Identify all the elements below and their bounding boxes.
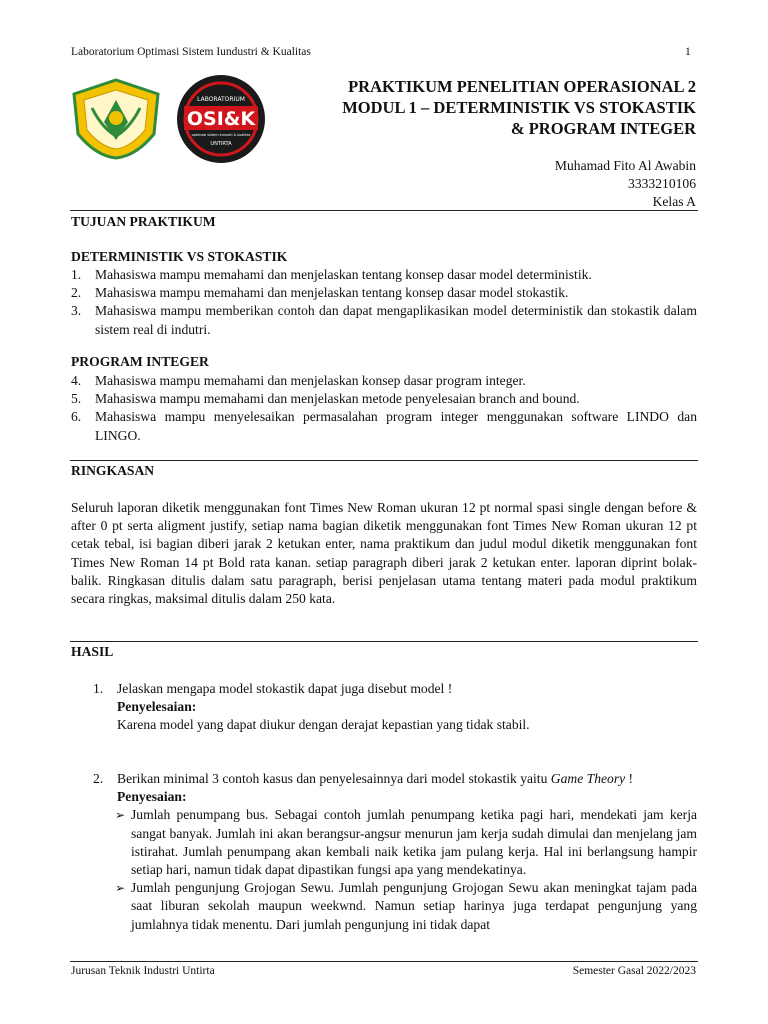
lab-logo-top-text: LABORATORIUM [197,96,245,103]
tujuan-list-2 [71,372,697,445]
author-block [555,157,696,211]
list-item: 4. Mahasiswa mampu memahami dan menjelaskan konsep dasar program integer. [71,373,526,388]
arrow-bullet-icon: ➢ [115,881,126,896]
list-item: 6. Mahasiswa mampu menyelesaikan permasalahan program integer menggunakan software LINDO dan LINGO. [71,409,697,443]
lab-osik-logo [176,74,266,164]
lab-logo-bottom-text: UNTIRTA [210,141,232,147]
title-line-2: MODUL 1 – DETERMINISTIK VS STOKASTIK [342,98,696,117]
section-heading-hasil: HASIL [71,644,114,659]
list-item: 1. Mahasiswa mampu memahami dan menjelaskan tentang konsep dasar model deterministik. [71,267,592,282]
question-2 [95,770,697,934]
title-line-3: & PROGRAM INTEGER [510,119,696,138]
university-logo [70,78,162,160]
section-heading-tujuan: TUJUAN PRAKTIKUM [71,214,216,229]
page-number: 1 [685,46,691,58]
question-text: Jelaskan mengapa model stokastik dapat juga disebut model ! [117,681,453,696]
tujuan-list-1 [71,266,697,339]
running-header: Laboratorium Optimasi Sistem Iundustri & Kualitas [71,46,311,58]
lab-logo-sub-text: optimasi sistem industri & kualitas [191,133,251,137]
author-class: Kelas A [652,194,696,209]
title-line-1: PRAKTIKUM PENELITIAN OPERASIONAL 2 [348,77,696,96]
author-nim: 3333210106 [628,176,696,191]
list-item: 5. Mahasiswa mampu memahami dan menjelaskan metode penyelesaian branch and bound. [71,391,580,407]
subheading-deterministik: DETERMINISTIK VS STOKASTIK [71,249,288,264]
ringkasan-paragraph: Seluruh laporan diketik menggunakan font Times New Roman ukuran 12 pt normal spasi single dengan before & after 0 pt serta aligment justify, setiap nama bagian diketik menggunakan font Times New Roman ukuran 12 pt cetak tebal, isi bagian diberi jarak 2 ketukan enter, nama praktikum dan judul modul diketik menggunakan font Times New Roman 14 pt Bold rata kanan. setiap paragraph diberi jarak 2 ketukan enter. laporan diprint bolak-balik. Ringkasan ditulis dalam satu paragraph, berisi penjelasan utama tentang materi pada modul praktikum secara ringkas, maksimal ditulis dalam 250 kata. [71,500,697,607]
footer-right: Semester Gasal 2022/2023 [572,965,696,977]
footer-left: Jurusan Teknik Industri Untirta [71,965,215,977]
section-heading-ringkasan: RINGKASAN [71,463,155,478]
answer-label: Penyesaian: [117,789,187,805]
divider [70,641,698,642]
list-item: ➢ Jumlah penumpang bus. Sebagai contoh jumlah penumpang ketika pagi hari, mendekati jam kerja sangat banyak. Jumlah ini akan berangsur-angsur menurun jam kerja sudah dimulai dan menjelang jam istirahat. Jumlah penumpang akan kembali naik ketika jam pulang kerja. Hal ini berlangsung hampir setiap hari, namun tidak dapat dipastikan fungsi apa yang mendekatinya. [115,807,697,878]
list-item: 3. Mahasiswa mampu memberikan contoh dan dapat mengaplikasikan model deterministik dan stokastik dalam sistem real di indutri. [71,303,697,337]
question-1 [95,680,697,735]
divider [70,210,698,211]
document-title [342,76,696,139]
author-name: Muhamad Fito Al Awabin [554,158,696,173]
question-text: Berikan minimal 3 contoh kasus dan penyelesainnya dari model stokastik yaitu Game Theory ! [117,771,634,786]
answer-bullets [95,806,697,933]
answer-label: Penyelesaian: [117,699,197,715]
list-item: 2. Mahasiswa mampu memahami dan menjelaskan tentang konsep dasar model stokastik. [71,285,569,301]
footer-divider [70,961,698,962]
answer-text: Karena model yang dapat diukur dengan derajat kepastian yang tidak stabil. [117,717,530,733]
list-item: ➢ Jumlah pengunjung Grojogan Sewu. Jumlah pengunjung Grojogan Sewu akan meningkat tajam pada saat liburan sekolah maupun weekwnd. Namun setiap harinya juga terdapat pengunjung yang jumlahnya tidak menentu. Dari jumlah pengunjung ini tidak dapat [115,880,697,932]
subheading-program-integer: PROGRAM INTEGER [71,354,209,369]
arrow-bullet-icon: ➢ [115,808,126,823]
lab-logo-main-text: OSI&K [186,108,256,130]
question-number: 2. [93,771,104,786]
divider [70,460,698,461]
question-number: 1. [93,681,104,696]
